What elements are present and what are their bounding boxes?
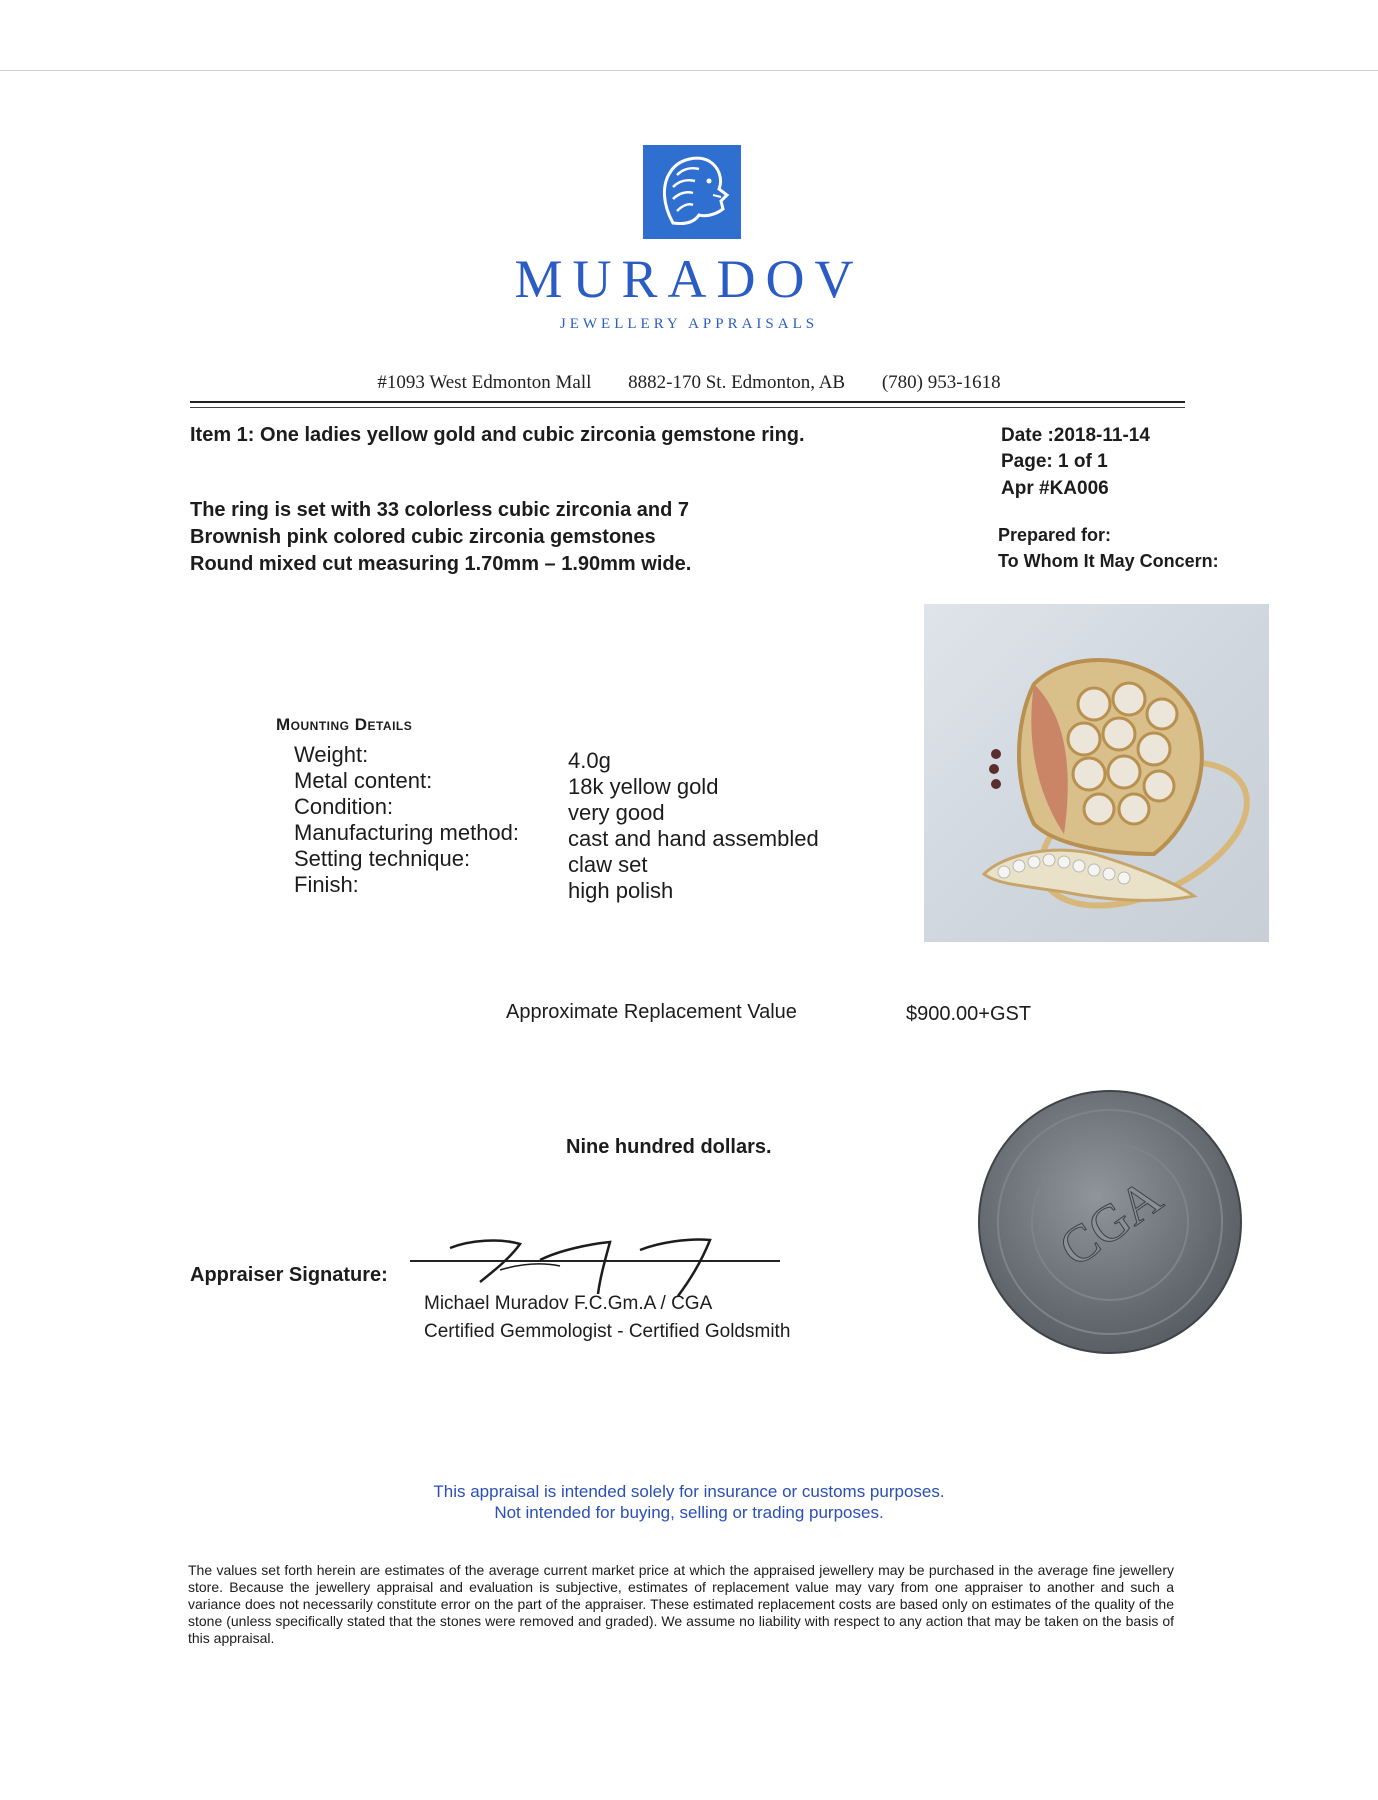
replacement-value-label: Approximate Replacement Value [506, 1001, 797, 1023]
mounting-label: Finish: [294, 872, 359, 897]
cga-embossed-seal [978, 1090, 1242, 1354]
mounting-label: Weight: [294, 742, 369, 767]
appraiser-credentials: Certified Gemmologist - Certified Goldsmith [424, 1321, 791, 1342]
mounting-label: Metal content: [294, 768, 433, 793]
ring-image [924, 604, 1269, 942]
appraisal-number: Apr #KA006 [1001, 478, 1109, 499]
item-desc-line3: Round mixed cut measuring 1.70mm – 1.90mm wide. [190, 553, 692, 575]
mounting-value: 18k yellow gold [568, 774, 719, 799]
seal-center-text: CGA [1049, 1168, 1173, 1279]
insurance-notice-line2: Not intended for buying, selling or trading purposes. [494, 1503, 884, 1522]
ring-photo [924, 604, 1269, 942]
header-rule-thin [190, 407, 1185, 408]
prepared-for-label: Prepared for: [998, 525, 1112, 545]
item-desc-line1: The ring is set with 33 colorless cubic zirconia and 7 [190, 499, 690, 521]
address-line [0, 372, 1378, 394]
header-rule [190, 401, 1185, 403]
address-street: 8882-170 St. Edmonton, AB [628, 372, 846, 393]
item-desc-line2: Brownish pink colored cubic zirconia gemstones [190, 526, 656, 548]
prepared-for-recipient: To Whom It May Concern: [998, 551, 1219, 571]
appraiser-name: Michael Muradov F.C.Gm.A / CGA [424, 1293, 713, 1314]
brand-subtitle: JEWELLERY APPRAISALS [559, 316, 819, 332]
handwritten-signature [440, 1230, 770, 1300]
mounting-label: Condition: [294, 794, 394, 819]
mounting-label: Setting technique: [294, 846, 471, 871]
mounting-value: claw set [568, 852, 648, 877]
legal-disclaimer: The values set forth herein are estimates of the average current market price at which the appraised jewellery may be purchased in the average fine jewellery store. Because the jewellery appraisal and evaluation is subjective, estimates of replacement value may vary from one appraiser to another and such a variance does not necessarily constitute error on the part of the appraiser. These estimated replacement costs are based only on estimates of the quality of the stone (unless specifically stated that the stones were removed and graded). We assume no liability with respect to any action that may be taken on the basis of this appraisal. [188, 1562, 1174, 1646]
mounting-value: high polish [568, 878, 674, 903]
signature-label: Appraiser Signature: [190, 1264, 388, 1286]
lion-head-icon [643, 145, 741, 239]
item-title: Item 1: One ladies yellow gold and cubic zirconia gemstone ring. [190, 424, 805, 446]
mounting-details-title: Mounting Details [276, 715, 413, 734]
mounting-value: very good [568, 800, 665, 825]
value-in-words: Nine hundred dollars. [566, 1136, 772, 1158]
phone-number: (780) 953-1618 [881, 372, 1001, 393]
mounting-label: Manufacturing method: [294, 820, 520, 845]
seal-emblem [980, 1092, 1240, 1352]
replacement-value-amount: $900.00+GST [906, 1003, 1032, 1025]
top-scan-edge [0, 70, 1378, 71]
logo [643, 145, 741, 239]
insurance-notice-line1: This appraisal is intended solely for insurance or customs purposes. [433, 1482, 945, 1501]
mounting-value: cast and hand assembled [568, 826, 819, 851]
appraisal-date: Date :2018-11-14 [1001, 425, 1150, 446]
mounting-value: 4.0g [568, 748, 611, 773]
brand-name: MURADOV [514, 249, 864, 309]
address-mall: #1093 West Edmonton Mall [377, 372, 592, 393]
page-number: Page: 1 of 1 [1001, 451, 1108, 472]
